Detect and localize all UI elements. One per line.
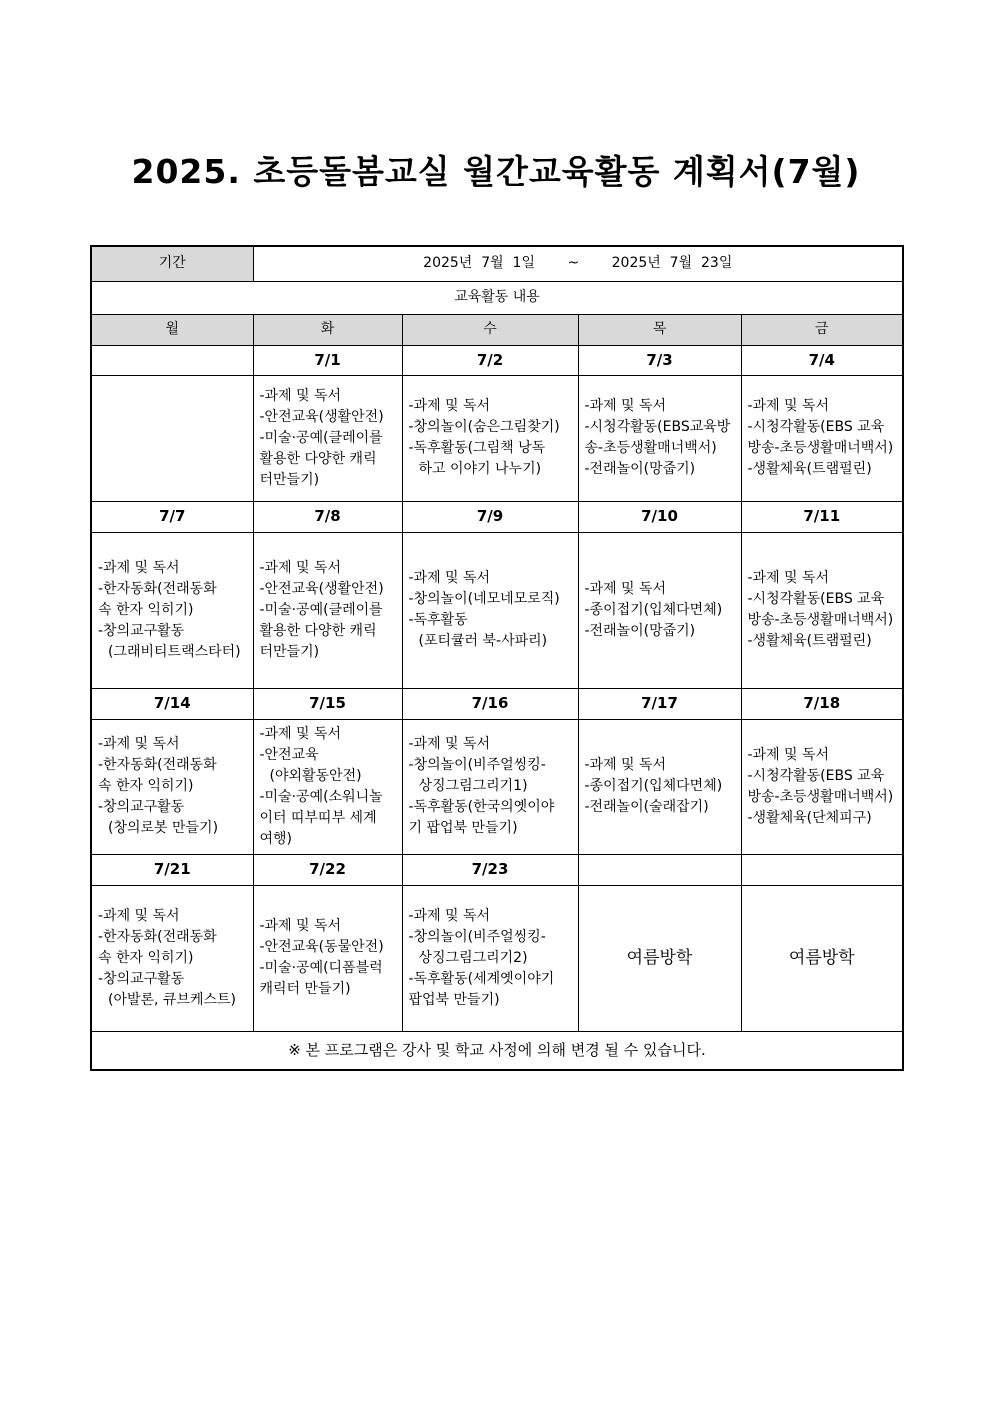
activity-line: -과제 및 독서 (259, 918, 342, 934)
date-cell-wed: 7/9 (402, 501, 578, 532)
section-row (91, 281, 903, 314)
activity-cell-tue (253, 719, 402, 854)
activity-cell-mon (91, 532, 253, 688)
activity-line: 상징그림그리기1) (418, 778, 528, 794)
activity-line: -한자동화(전래동화 (98, 580, 217, 597)
activity-line: -시청각활동(EBS 교육 (747, 591, 885, 607)
activity-line: -종이접기(입체다면체) (584, 778, 723, 794)
date-row (91, 345, 903, 375)
activity-line: (아발론, 큐브케스트) (108, 991, 237, 1008)
activity-line: -생활체육(트램펄린) (747, 461, 872, 477)
activity-line: 속 한자 익히기) (98, 949, 194, 966)
activity-line: -미술·공예(클레이를 (259, 429, 383, 446)
activity-line: -과제 및 독서 (259, 725, 342, 742)
activity-line: 속 한자 익히기) (98, 778, 194, 794)
date-cell-fri: 7/18 (741, 688, 903, 719)
activity-line: -과제 및 독서 (584, 398, 667, 414)
date-cell-thu (578, 854, 741, 885)
monthly-plan-table (90, 245, 904, 1071)
activity-line: 송-초등생활매너백서) (584, 440, 717, 456)
activity-line: -과제 및 독서 (408, 398, 491, 414)
weekday-tue: 화 (253, 314, 402, 345)
activity-line: -과제 및 독서 (747, 570, 830, 586)
activity-line: 캐릭터 만들기) (259, 981, 351, 997)
activity-line: 방송-초등생활매너백서) (747, 788, 894, 805)
weekday-fri: 금 (741, 314, 903, 345)
activity-cell-fri (741, 532, 903, 688)
activity-line: -독후활동(한국의옛이야 (408, 799, 555, 815)
activity-line: -안전교육(생활안전) (259, 408, 384, 425)
activity-line: -생활체육(트램펄린) (747, 633, 872, 649)
activity-line: -창의교구활동 (98, 970, 185, 987)
activity-line: -창의놀이(비주얼씽킹- (408, 757, 546, 773)
activity-row (91, 532, 903, 688)
date-cell-mon: 7/14 (91, 688, 253, 719)
activity-line: (창의로봇 만들기) (108, 820, 219, 836)
activity-line: -과제 및 독서 (408, 736, 491, 752)
activity-cell-fri (741, 719, 903, 854)
date-cell-wed: 7/23 (402, 854, 578, 885)
activity-line: 이터 띠부띠부 세계 (259, 809, 377, 826)
date-cell-tue: 7/15 (253, 688, 402, 719)
date-row (91, 854, 903, 885)
activity-line: -창의놀이(네모네모로직) (408, 591, 560, 607)
activity-line: -창의교구활동 (98, 799, 185, 815)
activity-cell-mon (91, 885, 253, 1031)
activity-cell-tue (253, 885, 402, 1031)
date-cell-tue: 7/22 (253, 854, 402, 885)
activity-line: -생활체육(단체피구) (747, 809, 872, 826)
activity-cell-tue (253, 532, 402, 688)
activity-line: 상징그림그리기2) (418, 949, 528, 966)
activity-line: -과제 및 독서 (98, 736, 180, 752)
weeks-body (91, 345, 903, 1031)
activity-line: -과제 및 독서 (98, 907, 180, 924)
activity-row (91, 719, 903, 854)
activity-line: 하고 이야기 나누기) (418, 461, 542, 477)
footer-row (91, 1031, 903, 1070)
activity-line: -한자동화(전래동화 (98, 757, 217, 773)
activity-line: -안전교육(생활안전) (259, 580, 384, 597)
section-label: 교육활동 내용 (91, 281, 903, 314)
activity-line: -시청각활동(EBS 교육 (747, 419, 885, 435)
activity-line: -전래놀이(망줍기) (584, 461, 696, 477)
date-cell-fri (741, 854, 903, 885)
activity-line: -전래놀이(술래잡기) (584, 799, 709, 815)
activity-line: 속 한자 익히기) (98, 601, 194, 618)
activity-cell-thu (578, 532, 741, 688)
activity-line: 기 팝업북 만들기) (408, 820, 518, 836)
activity-cell-tue (253, 375, 402, 501)
activity-line: 방송-초등생활매너백서) (747, 612, 894, 628)
activity-line: (야외활동안전) (269, 767, 362, 784)
vacation-cell: 여름방학 (578, 885, 741, 1031)
activity-cell-thu (578, 375, 741, 501)
activity-line: -창의놀이(숨은그림찾기) (408, 419, 560, 435)
weekday-header-row (91, 314, 903, 345)
activity-line: 터만들기) (259, 643, 320, 660)
activity-line: -과제 및 독서 (408, 907, 491, 924)
date-row (91, 501, 903, 532)
activity-cell-fri (741, 375, 903, 501)
activity-line: -미술·공예(디폼블럭 (259, 960, 383, 976)
date-cell-thu: 7/17 (578, 688, 741, 719)
activity-line: -창의교구활동 (98, 622, 185, 639)
date-cell-mon: 7/21 (91, 854, 253, 885)
activity-line: -독후활동(그림책 낭독 (408, 440, 546, 456)
activity-line: -독후활동(세계옛이야기 (408, 970, 555, 987)
activity-line: -종이접기(입체다면체) (584, 601, 723, 618)
activity-line: 활용한 다양한 캐릭 (259, 622, 377, 639)
date-cell-mon (91, 345, 253, 375)
activity-cell-wed (402, 885, 578, 1031)
activity-line: -전래놀이(망줍기) (584, 622, 696, 639)
date-row (91, 688, 903, 719)
activity-line: -독후활동 (408, 612, 468, 628)
date-cell-tue: 7/8 (253, 501, 402, 532)
activity-line: -미술·공예(소워니놀 (259, 788, 383, 805)
activity-cell-wed (402, 375, 578, 501)
activity-line: 활용한 다양한 캐릭 (259, 450, 377, 467)
activity-line: -과제 및 독서 (98, 559, 180, 576)
weekday-thu: 목 (578, 314, 741, 345)
date-cell-wed: 7/16 (402, 688, 578, 719)
activity-line: 여행) (259, 830, 293, 847)
date-cell-fri: 7/4 (741, 345, 903, 375)
activity-line: 팝업북 만들기) (408, 991, 500, 1008)
page-title: 2025. 초등돌봄교실 월간교육활동 계획서(7월) (131, 152, 861, 191)
activity-cell-mon (91, 375, 253, 501)
weekday-wed: 수 (402, 314, 578, 345)
activity-line: -창의놀이(비주얼씽킹- (408, 928, 546, 945)
activity-line: -안전교육 (259, 746, 319, 763)
period-end: 2025년 7월 23일 (611, 255, 733, 272)
date-cell-thu: 7/10 (578, 501, 741, 532)
date-cell-fri: 7/11 (741, 501, 903, 532)
date-cell-wed: 7/2 (402, 345, 578, 375)
activity-cell-mon (91, 719, 253, 854)
period-label: 기간 (91, 246, 253, 281)
activity-line: -과제 및 독서 (584, 757, 667, 773)
activity-line: 방송-초등생활매너백서) (747, 440, 894, 456)
date-cell-mon: 7/7 (91, 501, 253, 532)
activity-line: -안전교육(동물안전) (259, 939, 384, 955)
activity-line: -과제 및 독서 (584, 580, 667, 597)
activity-line: 터만들기) (259, 471, 320, 488)
activity-line: -과제 및 독서 (747, 398, 830, 414)
activity-line: -한자동화(전래동화 (98, 928, 217, 945)
date-cell-tue: 7/1 (253, 345, 402, 375)
activity-line: -과제 및 독서 (747, 746, 830, 763)
activity-row (91, 885, 903, 1031)
date-cell-thu: 7/3 (578, 345, 741, 375)
period-range (253, 246, 903, 281)
activity-cell-wed (402, 719, 578, 854)
period-separator: ~ (567, 255, 580, 272)
activity-line: -시청각활동(EBS교육방 (584, 419, 731, 435)
activity-cell-thu (578, 719, 741, 854)
period-start: 2025년 7월 1일 (423, 255, 535, 272)
activity-line: -과제 및 독서 (259, 387, 342, 404)
activity-line: (포티큘러 북-사파리) (418, 633, 548, 649)
footer-note: ※ 본 프로그램은 강사 및 학교 사정에 의해 변경 될 수 있습니다. (91, 1031, 903, 1070)
period-row (91, 246, 903, 281)
vacation-cell: 여름방학 (741, 885, 903, 1031)
weekday-mon: 월 (91, 314, 253, 345)
activity-line: (그래비티트랙스타터) (108, 643, 241, 660)
activity-line: -과제 및 독서 (259, 559, 342, 576)
activity-line: -미술·공예(클레이를 (259, 601, 383, 618)
activity-line: -과제 및 독서 (408, 570, 491, 586)
activity-cell-wed (402, 532, 578, 688)
activity-line: -시청각활동(EBS 교육 (747, 767, 885, 784)
activity-row (91, 375, 903, 501)
